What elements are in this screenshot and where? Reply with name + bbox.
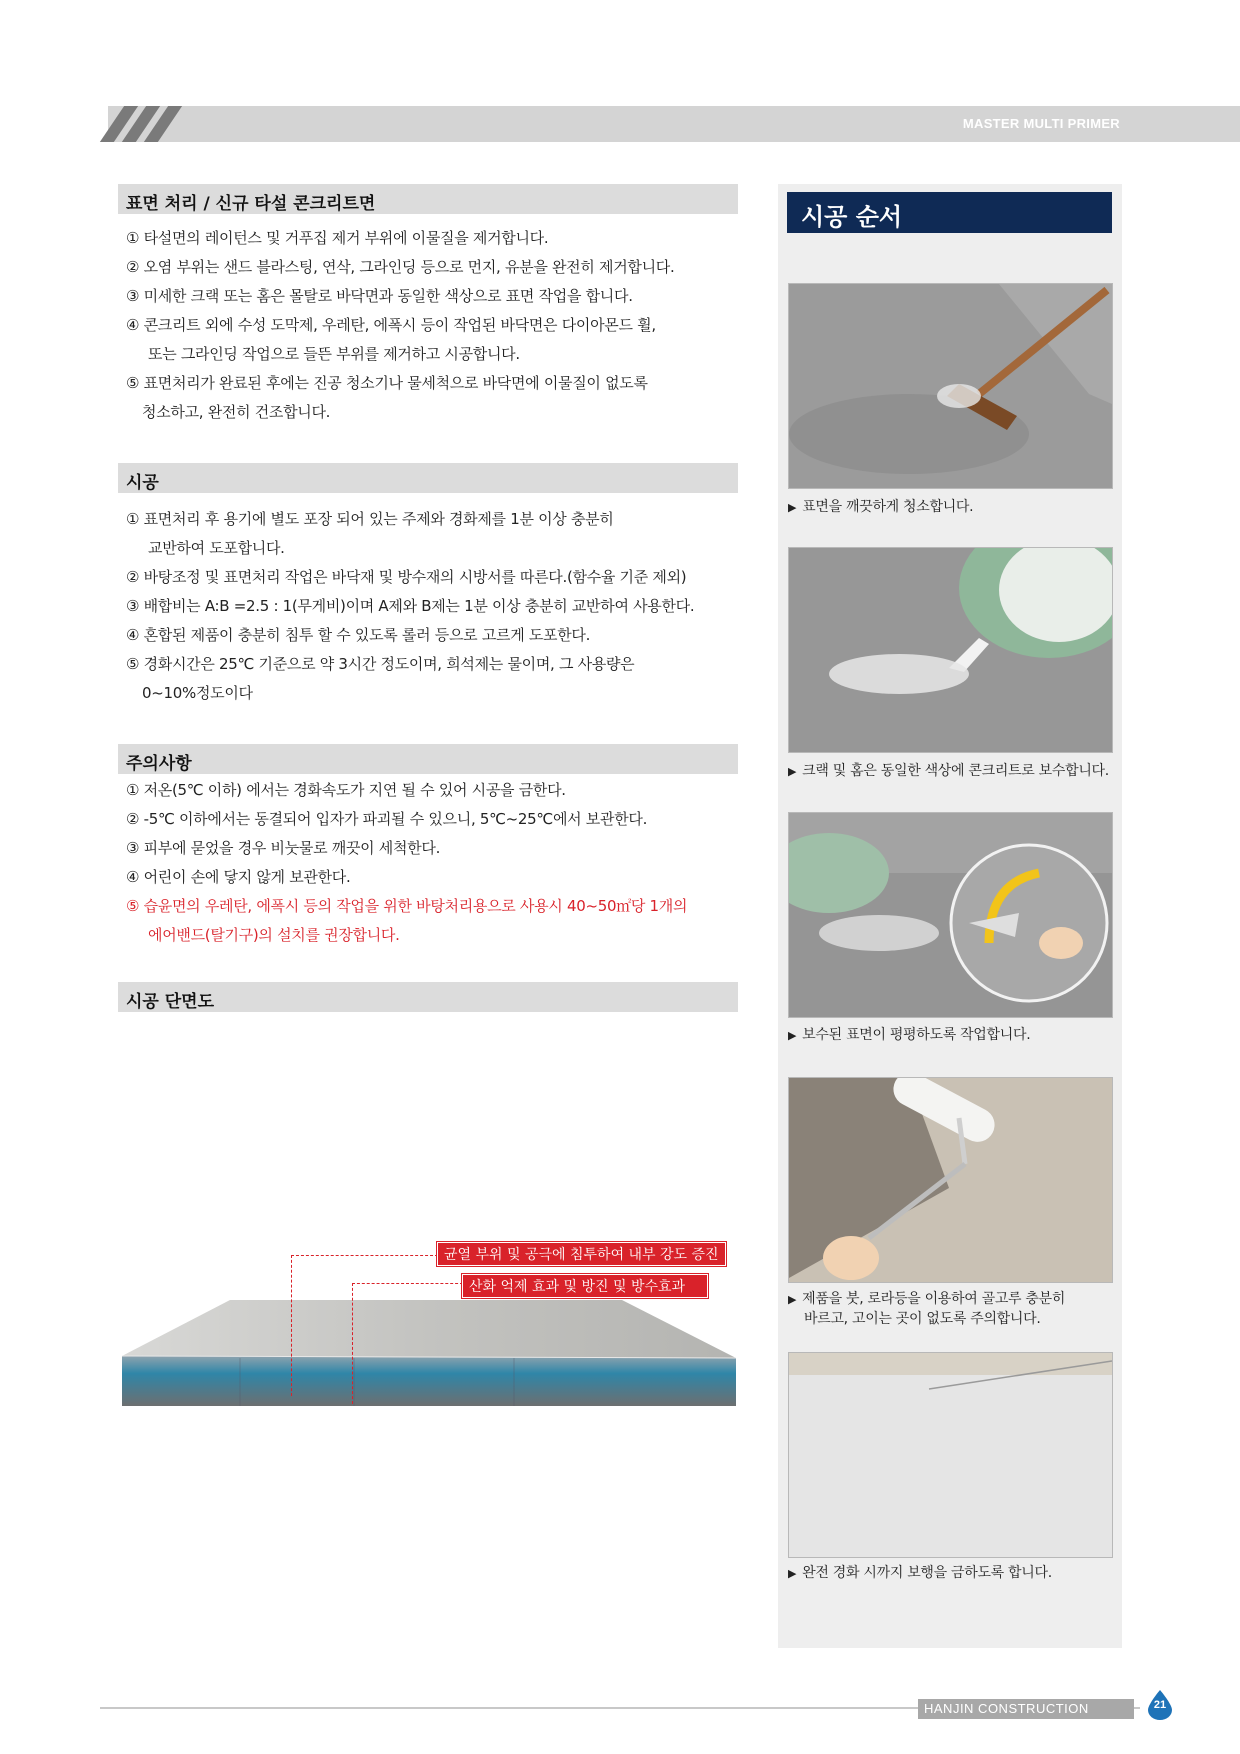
step-caption-continued: 바르고, 고이는 곳이 없도록 주의합니다. (804, 1311, 1041, 1327)
section-title: 시공 단면도 (126, 992, 215, 1012)
list-item: ③ 미세한 크랙 또는 홈은 몰탈로 바닥면과 동일한 색상으로 표면 작업을 합니다. (126, 287, 633, 305)
list-item: ① 타설면의 레이턴스 및 거푸집 제거 부위에 이물질을 제거합니다. (126, 229, 549, 247)
list-item: ④ 콘크리트 외에 수성 도막제, 우레탄, 에폭시 등이 작업된 바닥면은 다이아몬드 휠, (126, 316, 656, 334)
list-item: ④ 어린이 손에 닿지 않게 보관한다. (126, 868, 351, 886)
triangle-bullet-icon: ▶ (788, 501, 797, 514)
list-item: 교반하여 도포합니다. (148, 539, 285, 557)
list-item: ④ 혼합된 제품이 충분히 침투 할 수 있도록 롤러 등으로 고르게 도포한다. (126, 626, 591, 644)
process-title-box (787, 192, 1112, 233)
callout-label: 산화 억제 효과 및 방진 및 방수효과 (462, 1274, 708, 1298)
list-item: ② 바탕조정 및 표면처리 작업은 바닥재 및 방수재의 시방서를 따른다.(함수율 기준 제외) (126, 568, 687, 586)
trowel-illustration (789, 813, 1112, 1017)
broom-illustration (789, 284, 1112, 488)
section-header-cross-section (118, 982, 738, 1012)
cured-floor-illustration (789, 1353, 1112, 1557)
triangle-bullet-icon: ▶ (788, 765, 797, 778)
step-caption: ▶ 크랙 및 홈은 동일한 색상에 콘크리트로 보수합니다. (788, 763, 1109, 779)
list-item: ① 저온(5℃ 이하) 에서는 경화속도가 지연 될 수 있어 시공을 금한다. (126, 781, 566, 799)
list-item-highlight: 에어밴드(탈기구)의 설치를 권장합니다. (148, 926, 400, 944)
callout-leader (352, 1283, 463, 1404)
list-item-highlight: ⑤ 습윤면의 우레탄, 에폭시 등의 작업을 위한 바탕처리용으로 사용시 40~50㎡당 1개의 (126, 897, 688, 915)
section-title: 시공 (126, 473, 159, 493)
section-title: 주의사항 (126, 754, 192, 774)
step-caption: ▶ 제품을 붓, 로라등을 이용하여 골고루 충분히 (788, 1291, 1066, 1307)
section-header-construction (118, 463, 738, 493)
triangle-bullet-icon: ▶ (788, 1293, 797, 1306)
roller-illustration (789, 1078, 1112, 1282)
list-item: 또는 그라인딩 작업으로 들뜬 부위를 제거하고 시공합니다. (148, 345, 520, 363)
footer-brand-box (918, 1699, 1134, 1731)
step-image-cleaning (788, 283, 1113, 489)
page-number: 21 (1153, 1699, 1167, 1711)
company-name: HANJIN CONSTRUCTION CHEMICAL (924, 1701, 1089, 1731)
list-item: ③ 배합비는 A:B =2.5 : 1(무게비)이며 A제와 B제는 1분 이상 충분히 교반하여 사용한다. (126, 597, 695, 615)
step-caption: ▶ 완전 경화 시까지 보행을 금하도록 합니다. (788, 1565, 1052, 1581)
list-item: ⑤ 경화시간은 25℃ 기준으로 약 3시간 정도이며, 희석제는 물이며, 그 사용량은 (126, 655, 635, 673)
list-item: ⑤ 표면처리가 완료된 후에는 진공 청소기나 물세척으로 바닥면에 이물질이 없도록 (126, 374, 648, 392)
list-item: ② -5℃ 이하에서는 동결되어 입자가 파괴될 수 있으니, 5℃~25℃에서 보관한다. (126, 810, 648, 828)
list-item: ① 표면처리 후 용기에 별도 포장 되어 있는 주제와 경화제를 1분 이상 충분히 (126, 510, 614, 528)
step-image-curing (788, 1352, 1113, 1558)
step-image-rolling (788, 1077, 1113, 1283)
section-header-surface (118, 184, 738, 214)
list-item: 청소하고, 완전히 건조합니다. (142, 403, 331, 421)
triangle-bullet-icon: ▶ (788, 1029, 797, 1042)
step-image-patching (788, 547, 1113, 753)
list-item: ③ 피부에 묻었을 경우 비눗물로 깨끗이 세척한다. (126, 839, 441, 857)
list-item: 0~10%정도이다 (142, 684, 253, 702)
pouring-illustration (789, 548, 1112, 752)
process-title: 시공 순서 (801, 203, 903, 231)
product-title: MASTER MULTI PRIMER (962, 116, 1120, 131)
list-item: ② 오염 부위는 샌드 블라스팅, 연삭, 그라인딩 등으로 먼지, 유분을 완전히 제거합니다. (126, 258, 675, 276)
section-title: 표면 처리 / 신규 타설 콘크리트면 (126, 194, 376, 214)
callout-label: 균열 부위 및 공극에 침투하여 내부 강도 증진 (437, 1242, 726, 1266)
step-image-leveling (788, 812, 1113, 1018)
section-header-caution (118, 744, 738, 774)
step-caption: ▶ 표면을 깨끗하게 청소합니다. (788, 499, 974, 515)
triangle-bullet-icon: ▶ (788, 1567, 797, 1580)
step-caption: ▶ 보수된 표면이 평평하도록 작업합니다. (788, 1027, 1031, 1043)
page-number-badge (1148, 1690, 1172, 1720)
